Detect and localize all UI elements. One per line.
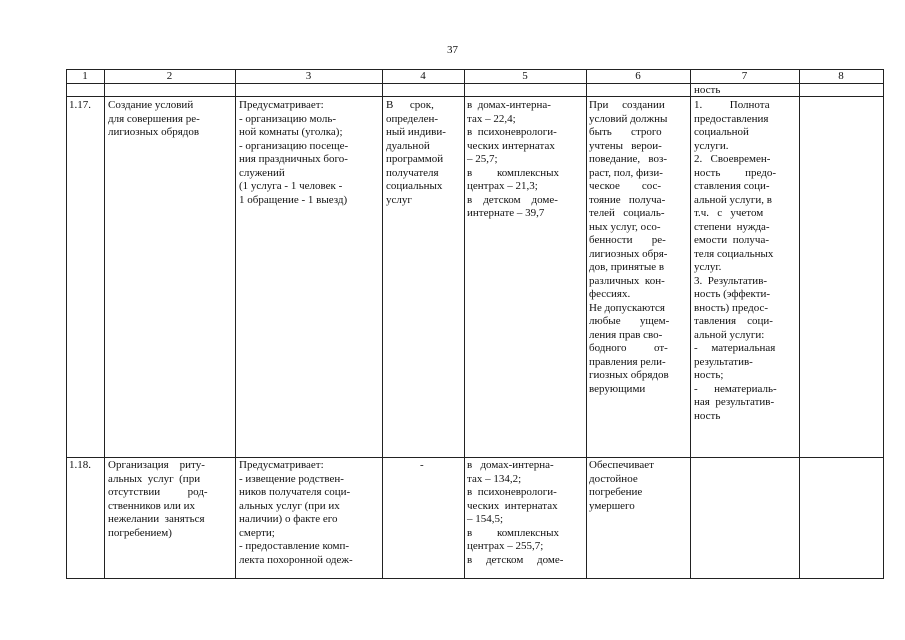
row-separator: [66, 457, 884, 458]
header-col-2: 2: [166, 70, 173, 82]
service-description: Предусматривает: - извещение родствен- ников получателя соци- альных услуг (при их наличии) о факте его смерти; - предоставление комп- лекта похоронной одеж-: [239, 459, 353, 566]
col-border: [464, 69, 465, 579]
header-col-4: 4: [420, 70, 426, 82]
services-table: [66, 69, 884, 579]
header-col-3: 3: [305, 70, 312, 82]
service-tariff: в домах-интерна- тах – 22,4; в психоневрологи- ческих интернатах – 25,7; в комплексных центрах – 21,3; в детском доме- интернате – 39,7: [467, 99, 559, 219]
header-col-6: 6: [635, 70, 641, 82]
row-number: 1.17.: [69, 99, 91, 111]
service-conditions: Обеспечивает достойное погребение умершего: [589, 459, 654, 512]
header-col-1: 1: [82, 70, 88, 82]
header-bottom-border: [66, 83, 884, 84]
col-border: [586, 69, 587, 579]
header-col-8: 8: [838, 70, 844, 82]
header-col-7: 7: [741, 70, 748, 82]
service-description: Предусматривает: - организацию моль- ной комнаты (уголка); - организацию посеще- ния праздничных бого- служений (1 услуга - 1 человек - 1 обращение - 1 выезд): [239, 99, 349, 206]
header-col-5: 5: [522, 70, 528, 82]
service-tariff: в домах-интерна- тах – 134,2; в психоневрологи- ческих интернатах – 154,5; в комплексных центрах – 255,7; в детском доме-: [467, 459, 564, 566]
col-border: [883, 69, 884, 579]
col-border: [235, 69, 236, 579]
col-border: [104, 69, 105, 579]
col-border: [382, 69, 383, 579]
service-conditions: При создании условий должны быть строго учтены верои- поведание, воз- раст, пол, физи- ческое сос- тояние получа- телей социаль- ных услуг, осо- бенности ре- лигиозных обря- дов, принятые в различных кон- фессиях. Не допускаются любые ущем- ления прав сво- бодного от- правления рели- гиозных обрядов верующими: [589, 99, 670, 395]
continuation-bottom-border: [66, 96, 884, 97]
quality-indicators: 1. Полнота предоставления социальной услуги. 2. Своевремен- ность предо- ставления соци- альной услуги, в т.ч. с учетом степени нужда- емости получа- теля социальных услуг. 3. Результатив- ность (эффекти- вность) предос- тавления соци- альной услуги: - материальная результатив- ность; - нематериаль- ная результатив- ность: [694, 99, 777, 422]
table-bottom-border: [66, 578, 884, 579]
row-number: 1.18.: [69, 459, 91, 471]
continuation-text: ность: [694, 84, 721, 96]
page-number: 37: [447, 44, 458, 56]
col-border: [799, 69, 800, 579]
service-term: -: [420, 459, 424, 471]
service-name: Создание условий для совершения ре- лигиозных обрядов: [108, 99, 200, 138]
service-term: В срок, определен- ный индиви- дуальной программой получателя социальных услуг: [386, 99, 446, 206]
service-name: Организация риту- альных услуг (при отсутствии род- ственников или их нежелании заняться погребением): [108, 459, 208, 539]
col-border: [690, 69, 691, 579]
col-border: [66, 69, 67, 579]
